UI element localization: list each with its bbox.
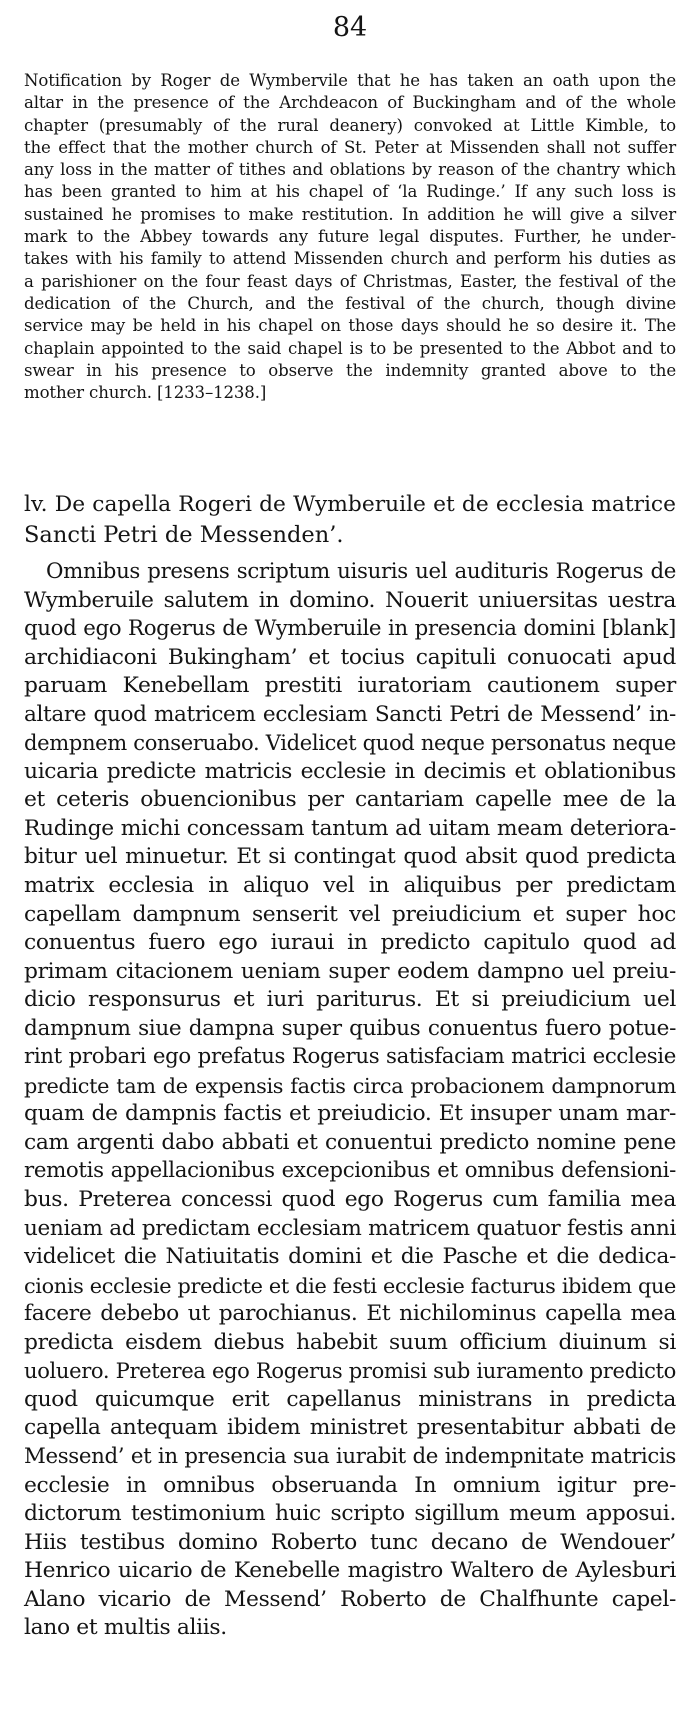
- charter-line: dicio responsurus et iuri pariturus. Et si preiudicium uel: [24, 987, 676, 1013]
- charter-line: quod ego Rogerus de Wymberuile in presencia domini [blank]: [24, 616, 676, 642]
- charter-line: Henrico uicario de Kenebelle magistro Waltero de Aylesburi: [24, 1558, 676, 1584]
- english-summary: [24, 70, 676, 404]
- charter-line: bitur uel minuetur. Et si contingat quod absit quod predicta: [24, 844, 676, 870]
- summary-line: service may be held in his chapel on those days should he so desire it. The: [24, 316, 676, 336]
- summary-line: mother church. [1233–1238.]: [24, 383, 267, 403]
- charter-line: et ceteris obuencionibus per cantariam capelle mee de la: [24, 787, 676, 813]
- charter-line: videlicet die Natiuitatis domini et die Pasche et die dedica-: [24, 1244, 676, 1270]
- summary-line: any loss in the matter of tithes and oblations by reason of the chantry which: [24, 160, 676, 180]
- charter-line: primam citacionem ueniam super eodem dampno uel preiu-: [24, 958, 676, 984]
- charter-line: archidiaconi Bukingham’ et tocius capituli conuocati apud: [24, 644, 676, 670]
- summary-line: dedication of the Church, and the festival of the church, though divine: [24, 293, 676, 313]
- latin-charter-text: [24, 558, 676, 1643]
- charter-line: matrix ecclesia in aliquo vel in aliquibus per predictam: [24, 873, 676, 899]
- summary-line: Notification by Roger de Wymbervile that he has taken an oath upon the: [24, 71, 676, 90]
- summary-line: takes with his family to attend Missenden church and perform his duties as: [24, 249, 676, 269]
- charter-line: capella antequam ibidem ministret presentabitur abbati de: [24, 1415, 676, 1441]
- charter-line: cionis ecclesie predicte et die festi ecclesie facturus ibidem que: [24, 1273, 676, 1298]
- charter-line: bus. Preterea concessi quod ego Rogerus cum familia mea: [24, 1187, 676, 1213]
- charter-line: uicaria predicte matricis ecclesie in decimis et oblationibus: [24, 758, 676, 784]
- summary-line: swear in his presence to observe the indemnity granted above to the: [24, 360, 676, 380]
- charter-line: conuentus fuero ego iuraui in predicto capitulo quod ad: [24, 930, 676, 956]
- charter-line: ecclesie in omnibus obseruanda In omnium igitur pre-: [24, 1472, 676, 1498]
- charter-line: paruam Kenebellam prestiti iuratoriam cautionem super: [24, 673, 676, 699]
- summary-line: chaplain appointed to the said chapel is to be presented to the Abbot and to: [24, 338, 676, 358]
- charter-line: uoluero. Preterea ego Rogerus promisi sub iuramento predicto: [24, 1358, 676, 1384]
- charter-line: Rudinge michi concessam tantum ad uitam meam deteriora-: [24, 815, 676, 841]
- charter-line: predicta eisdem diebus habebit suum officium diuinum si: [24, 1329, 676, 1355]
- charter-line: quod quicumque erit capellanus ministrans in predicta: [24, 1386, 676, 1412]
- charter-line: lano et multis aliis.: [24, 1615, 227, 1641]
- charter-line: cam argenti dabo abbati et conuentui predicto nomine pene: [24, 1129, 676, 1155]
- charter-line: Messend’ et in presencia sua iurabit de indempnitate matricis: [24, 1443, 676, 1469]
- charter-line: remotis appellacionibus excepcionibus et omnibus defensioni-: [24, 1158, 676, 1184]
- summary-line: a parishioner on the four feast days of Christmas, Easter, the festival of the: [24, 271, 676, 291]
- charter-heading: [24, 490, 676, 550]
- charter-line: Alano vicario de Messend’ Roberto de Chalfhunte capel-: [24, 1586, 676, 1612]
- charter-line: dempnem conseruabo. Videlicet quod neque personatus neque: [24, 730, 676, 756]
- summary-line: altar in the presence of the Archdeacon of Buckingham and of the whole: [24, 93, 676, 113]
- charter-line: quam de dampnis factis et preiudicio. Et insuper unam mar-: [24, 1101, 676, 1127]
- charter-line: ueniam ad predictam ecclesiam matricem quatuor festis anni: [24, 1215, 676, 1241]
- summary-line: mark to the Abbey towards any future legal disputes. Further, he under-: [24, 227, 676, 247]
- summary-line: has been granted to him at his chapel of ‘la Rudinge.’ If any such loss is: [24, 182, 676, 202]
- heading-line: lv. De capella Rogeri de Wymberuile et de ecclesia matrice: [24, 492, 676, 517]
- summary-line: chapter (presumably of the rural deanery) convoked at Little Kimble, to: [24, 115, 676, 135]
- charter-line: Wymberuile salutem in domino. Nouerit uniuersitas uestra: [24, 587, 676, 613]
- charter-line: facere debebo ut parochianus. Et nichilominus capella mea: [24, 1301, 676, 1327]
- charter-line: Hiis testibus domino Roberto tunc decano de Wendouer’: [24, 1529, 676, 1555]
- charter-line: rint probari ego prefatus Rogerus satisfaciam matrici ecclesie: [24, 1044, 676, 1070]
- page-number: 84: [332, 12, 368, 43]
- charter-line: dampnum siue dampna super quibus conuentus fuero potue-: [24, 1015, 676, 1041]
- heading-line: Sancti Petri de Messenden’.: [24, 522, 344, 548]
- charter-line: altare quod matricem ecclesiam Sancti Petri de Messend’ in-: [24, 701, 676, 727]
- charter-line: capellam dampnum senserit vel preiudicium et super hoc: [24, 901, 676, 927]
- charter-line: dictorum testimonium huic scripto sigillum meum apposui.: [24, 1501, 676, 1527]
- charter-line: Omnibus presens scriptum uisuris uel audituris Rogerus de: [46, 559, 676, 584]
- summary-line: sustained he promises to make restitution. In addition he will give a silver: [24, 204, 676, 224]
- summary-line: the effect that the mother church of St. Peter at Missenden shall not suffer: [24, 137, 676, 157]
- charter-line: predicte tam de expensis factis circa probacionem dampnorum: [24, 1073, 676, 1098]
